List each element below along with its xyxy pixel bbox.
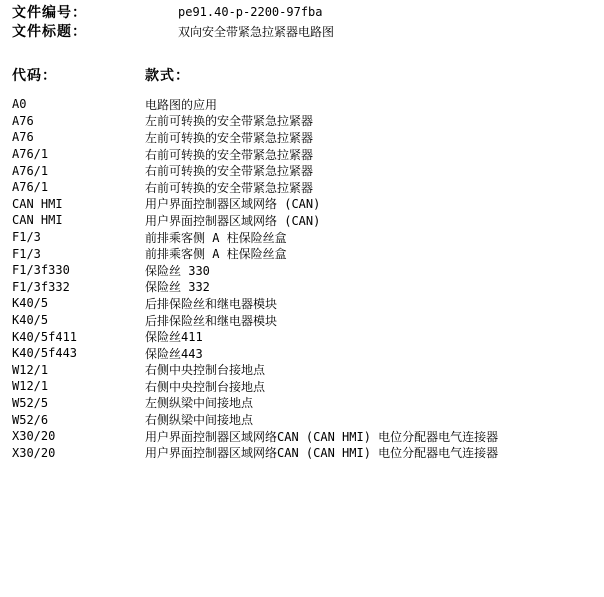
component-code: W52/6: [12, 412, 49, 427]
component-description: 后排保险丝和继电器模块: [145, 296, 278, 311]
component-code: F1/3f332: [12, 279, 70, 294]
component-description: 用户界面控制器区域网络 (CAN): [145, 213, 321, 228]
list-item: [12, 444, 597, 461]
file-number-label: 文件编号：: [12, 5, 87, 21]
list-item: [12, 312, 597, 329]
list-item: [12, 428, 597, 445]
component-description: 后排保险丝和继电器模块: [145, 313, 278, 328]
component-description: 电路图的应用: [145, 97, 218, 112]
component-code: K40/5f411: [12, 329, 78, 344]
component-description: 右前可转换的安全带紧急拉紧器: [145, 164, 314, 179]
list-item: [12, 179, 597, 196]
list-item: [12, 113, 597, 130]
component-code: W12/1: [12, 362, 49, 377]
component-code: A76/1: [12, 180, 49, 195]
component-code: A76: [12, 130, 34, 145]
component-description: 用户界面控制器区域网络CAN (CAN HMI) 电位分配器电气连接器: [145, 446, 499, 461]
component-code: X30/20: [12, 445, 56, 460]
component-description: 用户界面控制器区域网络 (CAN): [145, 197, 321, 212]
component-description: 前排乘客侧 A 柱保险丝盒: [145, 230, 287, 245]
component-code: K40/5f443: [12, 346, 78, 361]
file-title-row: [12, 22, 592, 40]
list-item: [12, 96, 597, 113]
component-code: F1/3f330: [12, 263, 70, 278]
list-item: [12, 378, 597, 395]
component-description: 保险丝443: [145, 346, 203, 361]
component-code: CAN HMI: [12, 196, 63, 211]
component-description: 前排乘客侧 A 柱保险丝盒: [145, 247, 287, 262]
file-number-value: pe91.40-p-2200-97fba: [178, 5, 323, 19]
list-item: [12, 146, 597, 163]
code-column-header: 代码：: [12, 68, 57, 84]
list-item: [12, 212, 597, 229]
component-description: 右前可转换的安全带紧急拉紧器: [145, 147, 314, 162]
file-title-value: 双向安全带紧急拉紧器电路图: [178, 24, 335, 39]
component-code: W52/5: [12, 395, 49, 410]
list-item: [12, 362, 597, 379]
list-item: [12, 328, 597, 345]
list-item: [12, 279, 597, 296]
component-code: K40/5: [12, 313, 49, 328]
component-list: [12, 96, 597, 461]
list-item: [12, 162, 597, 179]
component-code: F1/3: [12, 230, 41, 245]
component-code: CAN HMI: [12, 213, 63, 228]
list-item: [12, 411, 597, 428]
component-code: W12/1: [12, 379, 49, 394]
component-code: A76/1: [12, 163, 49, 178]
component-code: X30/20: [12, 429, 56, 444]
list-item: [12, 245, 597, 262]
list-item: [12, 262, 597, 279]
list-item: [12, 129, 597, 146]
component-description: 右侧纵梁中间接地点: [145, 413, 254, 428]
file-number-row: [12, 3, 592, 21]
component-description: 用户界面控制器区域网络CAN (CAN HMI) 电位分配器电气连接器: [145, 429, 499, 444]
component-description: 保险丝411: [145, 330, 203, 345]
component-description: 保险丝 332: [145, 280, 210, 295]
component-code: A76: [12, 113, 34, 128]
list-item: [12, 395, 597, 412]
component-description: 左侧纵梁中间接地点: [145, 396, 254, 411]
component-code: F1/3: [12, 246, 41, 261]
file-title-label: 文件标题：: [12, 24, 87, 40]
component-description: 右侧中央控制台接地点: [145, 379, 266, 394]
list-item: [12, 345, 597, 362]
description-column-header: 款式：: [145, 68, 190, 84]
component-code: K40/5: [12, 296, 49, 311]
component-code: A76/1: [12, 147, 49, 162]
component-code: A0: [12, 97, 27, 112]
list-item: [12, 229, 597, 246]
component-description: 左前可转换的安全带紧急拉紧器: [145, 114, 314, 129]
component-description: 右侧中央控制台接地点: [145, 363, 266, 378]
list-item: [12, 295, 597, 312]
column-headers: [12, 66, 592, 84]
component-description: 保险丝 330: [145, 263, 210, 278]
component-description: 左前可转换的安全带紧急拉紧器: [145, 130, 314, 145]
component-description: 右前可转换的安全带紧急拉紧器: [145, 180, 314, 195]
list-item: [12, 196, 597, 213]
